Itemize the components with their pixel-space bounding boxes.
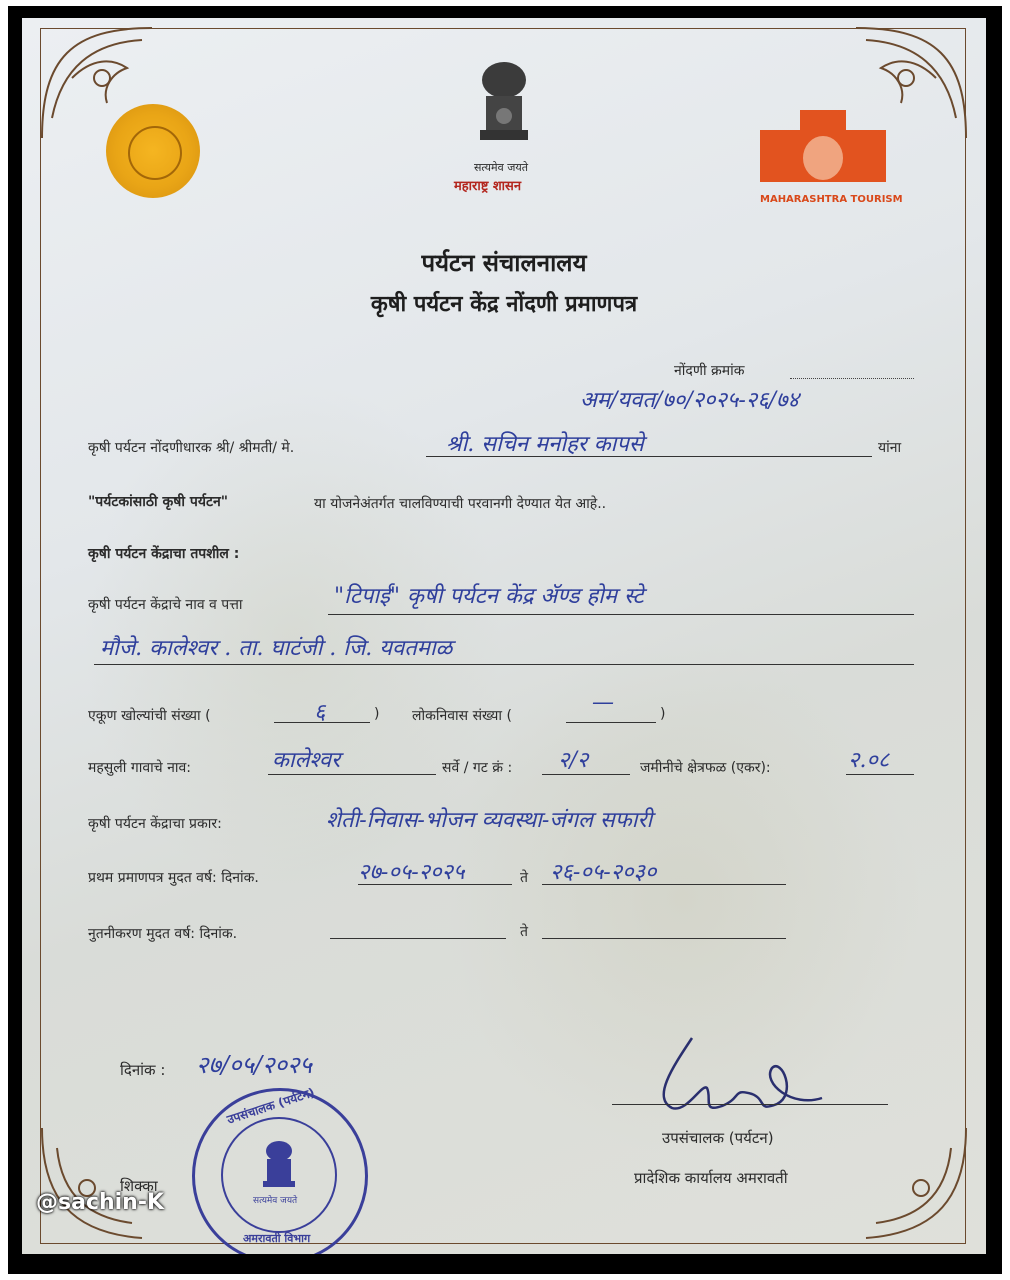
- scheme-name: "पर्यटकांसाठी कृषी पर्यटन": [88, 494, 229, 510]
- survey-value: २/२: [558, 748, 589, 773]
- holder-value: श्री. सचिन मनोहर कापसे: [446, 432, 644, 457]
- renewal-to-line: [542, 938, 786, 939]
- footer-date-value: २७/०५/२०२५: [196, 1051, 313, 1079]
- signatory-title: उपसंचालक (पर्यटन): [662, 1129, 774, 1147]
- renewal-label: नुतनीकरण मुदत वर्ष: दिनांक.: [88, 926, 238, 942]
- area-value: २.०८: [848, 748, 890, 773]
- renewal-from-line: [330, 938, 506, 939]
- corner-ornament-bottom-right: [856, 1118, 976, 1248]
- rooms-close: ): [374, 706, 380, 722]
- area-label: जमीनीचे क्षेत्रफळ (एकर):: [640, 760, 771, 776]
- renewal-to-label: ते: [520, 924, 528, 940]
- watermark-text: @sachin-K: [36, 1190, 165, 1215]
- registration-line: [790, 378, 914, 379]
- maharashtra-seal-logo: [106, 104, 200, 198]
- center-name-label: कृषी पर्यटन केंद्राचे नाव व पत्ता: [88, 597, 243, 613]
- village-value: कालेश्वर: [272, 748, 341, 773]
- homestay-value: —: [592, 690, 614, 715]
- footer-date-label: दिनांक :: [120, 1061, 166, 1079]
- rooms-label: एकूण खोल्यांची संख्या (: [88, 708, 211, 724]
- seal-motto: सत्यमेव जयते: [253, 1196, 298, 1206]
- maharashtra-tourism-logo: [760, 110, 886, 202]
- homestay-close: ): [660, 706, 666, 722]
- holder-label: कृषी पर्यटन नोंदणीधारक श्री/ श्रीमती/ मे.: [88, 440, 295, 456]
- seal-label: शिक्का: [120, 1177, 158, 1195]
- official-seal: [192, 1085, 368, 1254]
- validity-to-label: ते: [520, 870, 528, 886]
- certificate-subtitle: कृषी पर्यटन केंद्र नोंदणी प्रमाणपत्र: [370, 292, 638, 317]
- center-name-line: [328, 614, 914, 615]
- seal-text-bottom: अमरावती विभाग: [243, 1232, 311, 1245]
- village-line: [268, 774, 436, 775]
- seal-text-top: उपसंचालक (पर्यटन): [225, 1085, 317, 1127]
- seal-emblem-icon: [259, 1139, 299, 1191]
- tourism-logo-text: MAHARASHTRA TOURISM: [760, 194, 903, 205]
- homestay-label: लोकनिवास संख्या (: [412, 708, 512, 724]
- validity-label: प्रथम प्रमाणपत्र मुदत वर्ष: दिनांक.: [88, 870, 259, 886]
- emblem-caption: महाराष्ट्र शासन: [454, 179, 522, 194]
- registration-label: नोंदणी क्रमांक: [674, 363, 745, 379]
- type-value: शेती-निवास-भोजन व्यवस्था-जंगल सफारी: [326, 808, 653, 833]
- validity-to: २६-०५-२०३०: [550, 860, 657, 885]
- rooms-value: ६: [314, 700, 326, 725]
- permission-text: या योजनेअंतर्गत चालविण्याची परवानगी देण्यात येत आहे..: [314, 496, 607, 512]
- registration-value: अम/यवत/७०/२०२५-२६/७४: [580, 388, 799, 413]
- center-address-value: मौजे. कालेश्वर . ता. घाटंजी . जि. यवतमाळ: [100, 636, 453, 661]
- details-heading: कृषी पर्यटन केंद्राचा तपशील :: [88, 546, 240, 562]
- area-line: [846, 774, 914, 775]
- validity-from: २७-०५-२०२५: [358, 860, 465, 885]
- certificate-title: पर्यटन संचालनालय: [421, 249, 587, 277]
- holder-suffix: यांना: [878, 440, 902, 456]
- center-address-line: [94, 664, 914, 665]
- certificate-paper: [22, 18, 986, 1254]
- signatory-office: प्रादेशिक कार्यालय अमरावती: [634, 1169, 788, 1187]
- emblem-motto: सत्यमेव जयते: [474, 161, 529, 174]
- survey-label: सर्वे / गट क्रं :: [442, 760, 513, 776]
- survey-line: [542, 774, 630, 775]
- national-emblem-icon: [472, 58, 536, 158]
- type-label: कृषी पर्यटन केंद्राचा प्रकार:: [88, 816, 222, 832]
- homestay-line: [566, 722, 656, 723]
- center-name-value: "टिपाई" कृषी पर्यटन केंद्र ॲण्ड होम स्टे: [334, 584, 644, 609]
- signature-line: [612, 1104, 888, 1105]
- village-label: महसुली गावाचे नाव:: [88, 760, 191, 776]
